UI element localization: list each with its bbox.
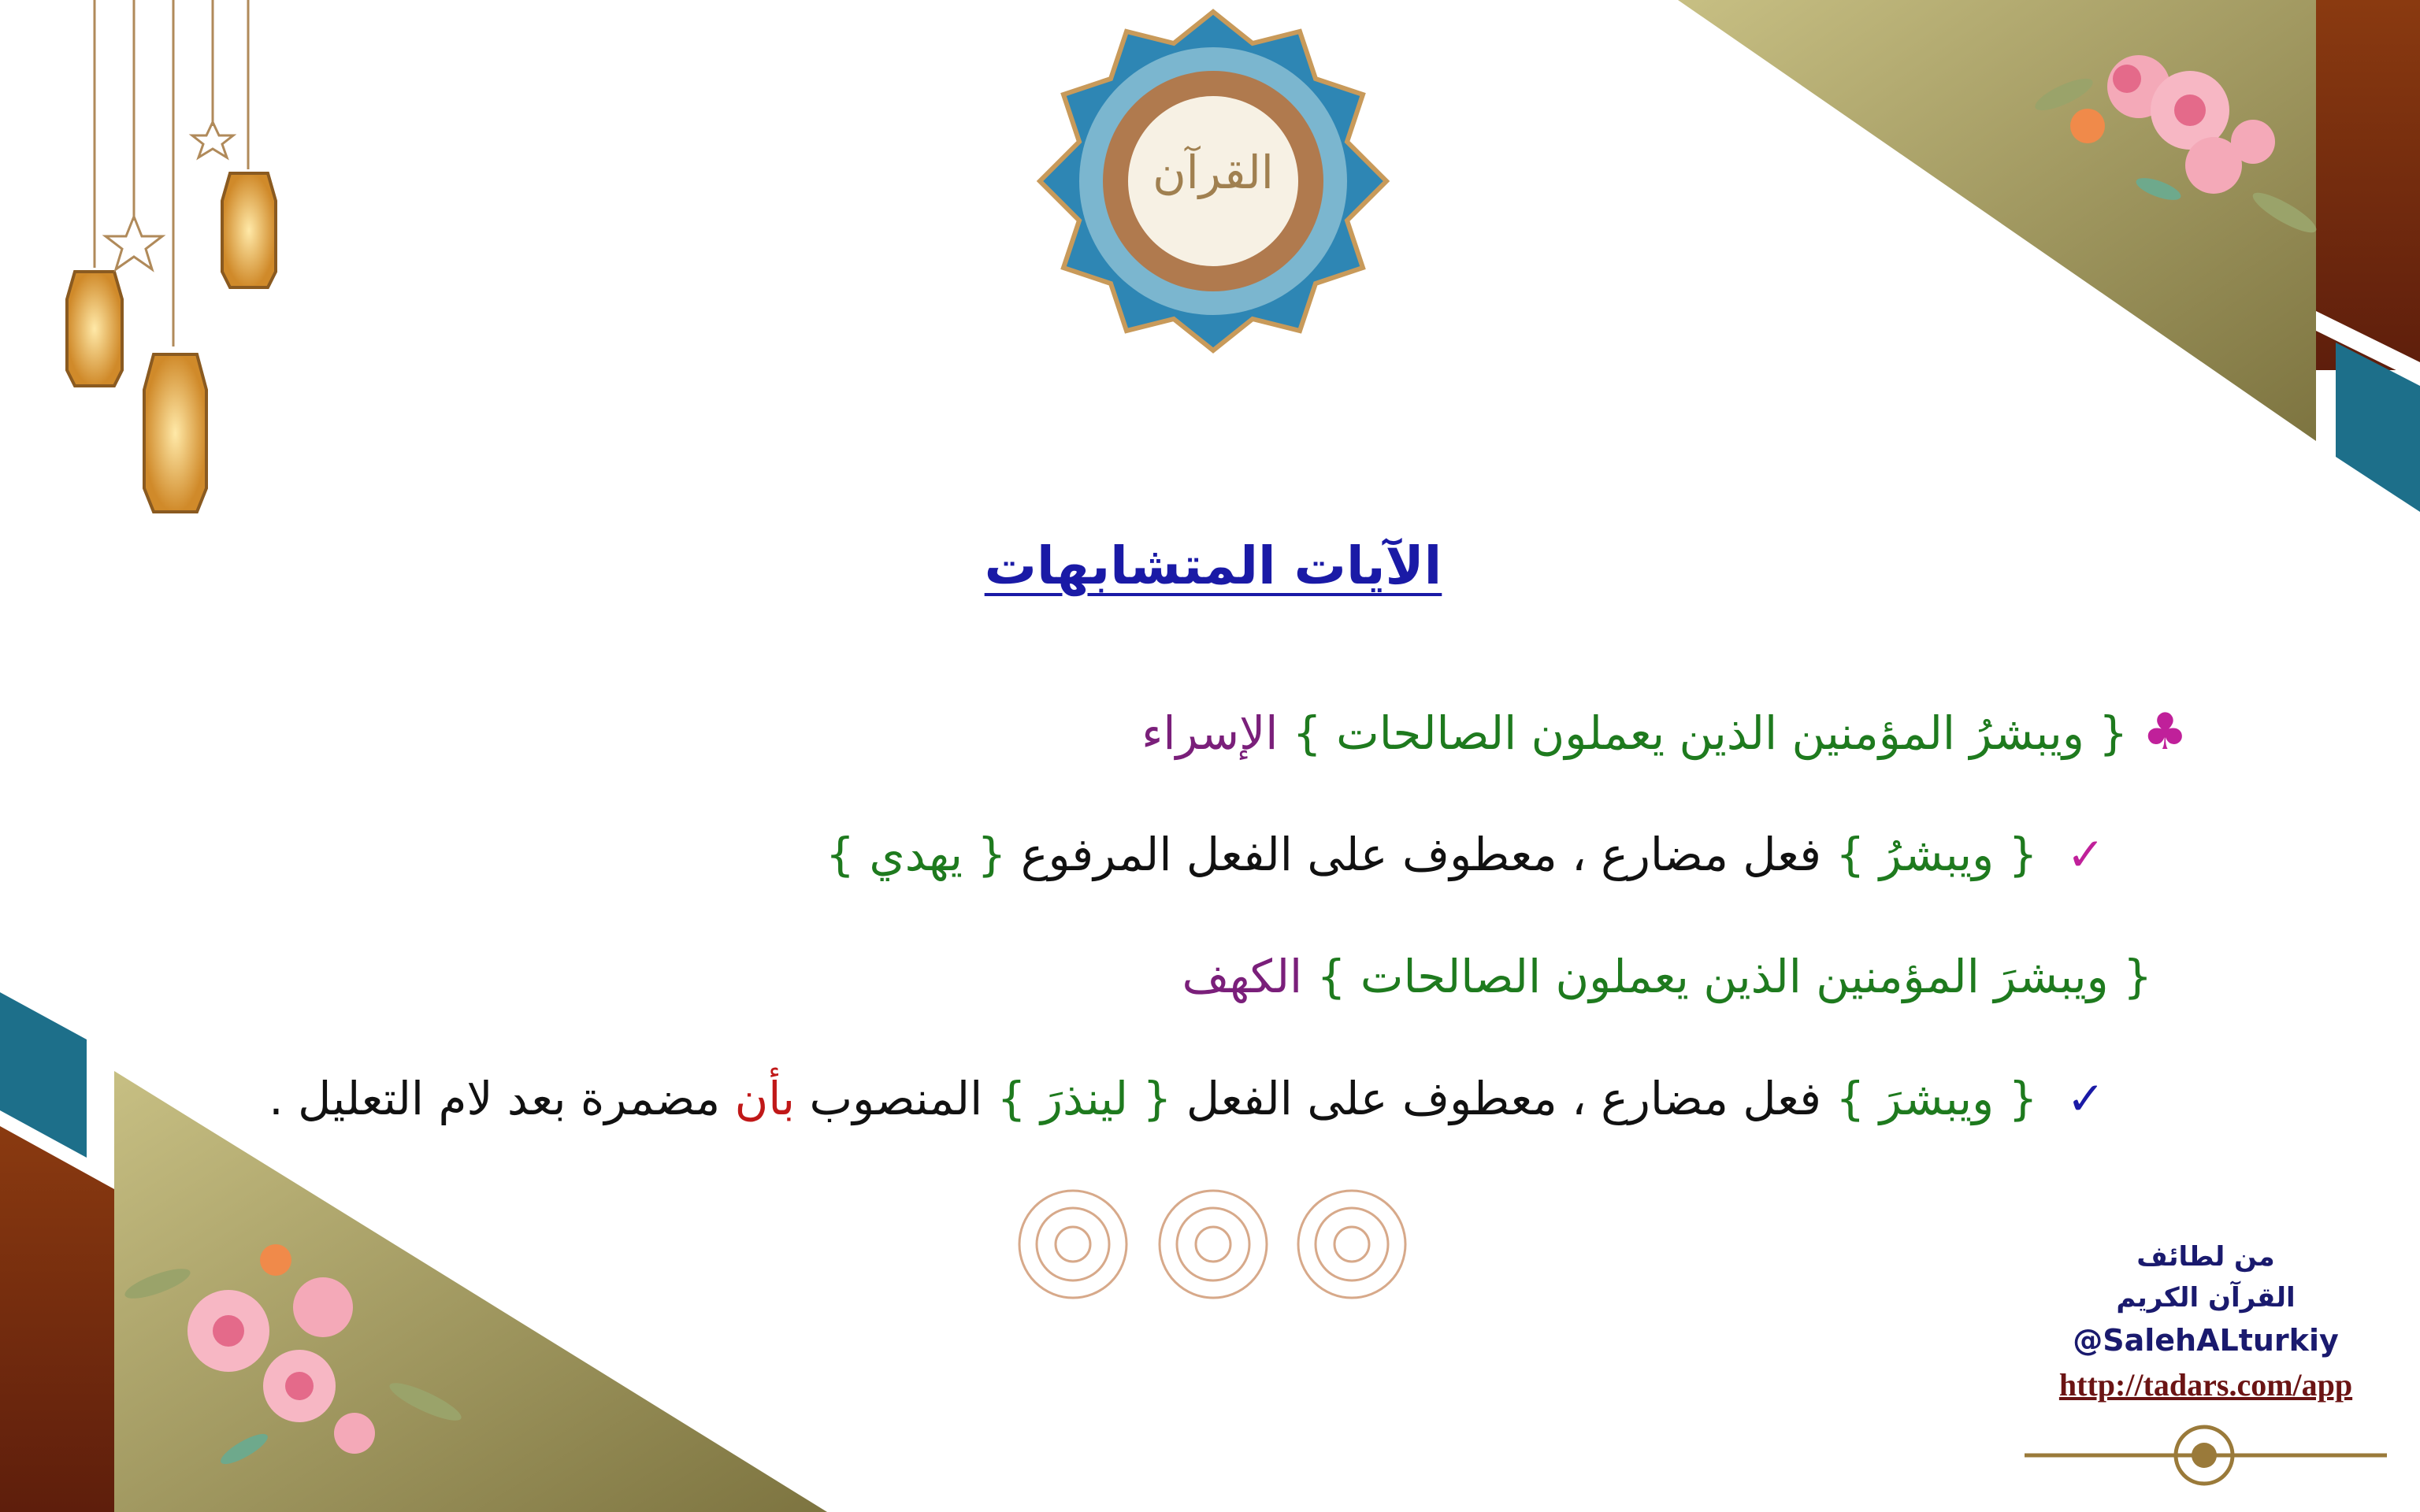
- credit-line-1: من لطائف: [2136, 1241, 2275, 1273]
- explanation-text: المنصوب: [795, 1072, 997, 1125]
- explanation-line-2: [269, 1067, 2105, 1130]
- top-right-corner: [1678, 0, 2420, 512]
- open-brace: {: [2099, 706, 2129, 760]
- lantern-icon: [67, 173, 276, 512]
- explanation-line-1: [826, 823, 2105, 886]
- verse-line-isra: [1141, 701, 2188, 765]
- highlight-word: ويبشرُ: [1865, 828, 2009, 881]
- verse-quote: ويبشرُ المؤمنين الذين يعملون الصالحات: [1321, 706, 2099, 760]
- highlight-word: لينذرَ: [1026, 1072, 1143, 1125]
- close-brace: }: [1835, 1072, 1865, 1125]
- open-brace: {: [2008, 828, 2038, 881]
- highlight-word: يهدي: [854, 828, 978, 881]
- close-brace: }: [1835, 828, 1865, 881]
- website-link[interactable]: http://tadars.com/app: [2058, 1367, 2353, 1403]
- close-brace: }: [1316, 950, 1346, 1003]
- highlight-word: ويبشرَ: [1865, 1072, 2009, 1125]
- rosette-decoration: [1019, 1191, 1405, 1298]
- close-brace: }: [1292, 706, 1322, 760]
- check-mark-icon: ✓: [2066, 1072, 2105, 1125]
- credits-block: [2032, 1236, 2379, 1408]
- verse-quote: ويبشرَ المؤمنين الذين يعملون الصالحات: [1345, 950, 2124, 1003]
- club-bullet-icon: ♣: [2142, 703, 2188, 762]
- page-title: الآيات المتشابهات: [984, 536, 1442, 596]
- open-brace: {: [2123, 950, 2152, 1003]
- close-brace: }: [997, 1072, 1026, 1125]
- surah-name: الإسراء: [1141, 706, 1293, 760]
- explanation-text: فعل مضارع ، معطوف على الفعل: [1171, 1072, 1836, 1125]
- credit-line-2: القرآن الكريم: [2116, 1282, 2296, 1314]
- ornament-divider: [2025, 1427, 2387, 1484]
- verse-line-kahf: [1182, 945, 2152, 1008]
- explanation-text: مضمرة بعد لام التعليل .: [269, 1072, 735, 1125]
- check-mark-icon: ✓: [2066, 828, 2105, 881]
- star-icon: [106, 122, 233, 269]
- explanation-text: فعل مضارع ، معطوف على الفعل المرفوع: [1006, 828, 1836, 881]
- twitter-handle: @SalehALturkiy: [2073, 1323, 2339, 1358]
- open-brace: {: [2008, 1072, 2038, 1125]
- surah-name: الكهف: [1182, 950, 1317, 1003]
- open-brace: {: [977, 828, 1007, 881]
- highlight-red-word: بأن: [734, 1072, 796, 1125]
- close-brace: }: [826, 828, 855, 881]
- open-brace: {: [1142, 1072, 1172, 1125]
- emblem-text: القرآن: [1152, 146, 1274, 199]
